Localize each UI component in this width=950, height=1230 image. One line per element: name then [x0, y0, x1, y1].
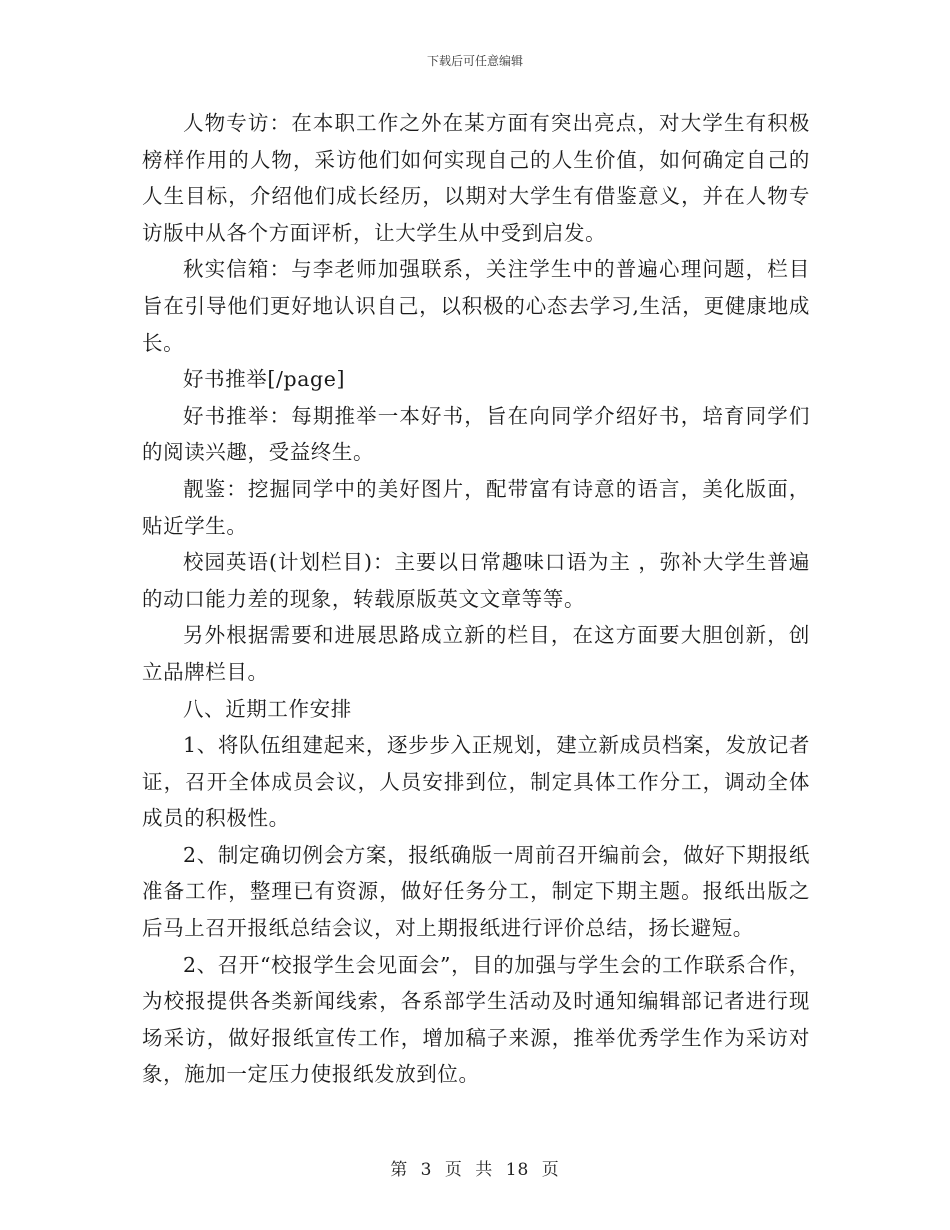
paragraph-profile-interview: 人物专访：在本职工作之外在某方面有突出亮点，对大学生有积极榜样作用的人物，采访他们如何实现自己的人生价值，如何确定自己的人生目标，介绍他们成长经历，以期对大学生有借鉴意义，并在人物专访版中从各个方面评析，让大学生从中受到启发。 — [142, 111, 810, 245]
paragraph-item-2b: 2、召开“校报学生会见面会”，目的加强与学生会的工作联系合作，为校报提供各类新闻线索，各系部学生活动及时通知编辑部记者进行现场采访，做好报纸宣传工作，增加稿子来源，推举优秀学生作为采访对象，施加一定压力使报纸发放到位。 — [142, 952, 810, 1087]
paragraph-new-columns: 另外根据需要和进展思路成立新的栏目，在这方面要大胆创新，创立品牌栏目。 — [142, 623, 810, 684]
paragraph-book-heading: 好书推举[/page] — [183, 367, 346, 392]
page-header: 下载后可任意编辑 — [426, 54, 523, 68]
paragraph-mailbox: 秋实信箱：与李老师加强联系，关注学生中的普遍心理问题，栏目旨在引导他们更好地认识自己，以积极的心态去学习,生活，更健康地成长。 — [142, 257, 810, 355]
section-heading-recent-work: 八、近期工作安排 — [183, 696, 352, 721]
page-footer: 第 3 页 共 18 页 — [390, 1160, 560, 1180]
paragraph-book-recommend: 好书推举：每期推举一本好书，旨在向同学介绍好书，培育同学们的阅读兴趣，受益终生。 — [142, 403, 810, 465]
paragraph-item-2: 2、制定确切例会方案，报纸确版一周前召开编前会，做好下期报纸准备工作，整理已有资源，做好任务分工，制定下期主题。报纸出版之后马上召开报纸总结会议，对上期报纸进行评价总结，扬长避短。 — [142, 842, 810, 941]
document-body — [142, 105, 810, 1093]
paragraph-item-1: 1、将队伍组建起来，逐步步入正规划，建立新成员档案，发放记者证，召开全体成员会议，人员安排到位，制定具体工作分工，调动全体成员的积极性。 — [142, 733, 810, 831]
paragraph-photo: 靓鉴：挖掘同学中的美好图片，配带富有诗意的语言，美化版面，贴近学生。 — [142, 476, 810, 538]
paragraph-campus-english: 校园英语(计划栏目)：主要以日常趣味口语为主 ，弥补大学生普遍的动口能力差的现象，转载原版英文文章等等。 — [142, 550, 810, 611]
